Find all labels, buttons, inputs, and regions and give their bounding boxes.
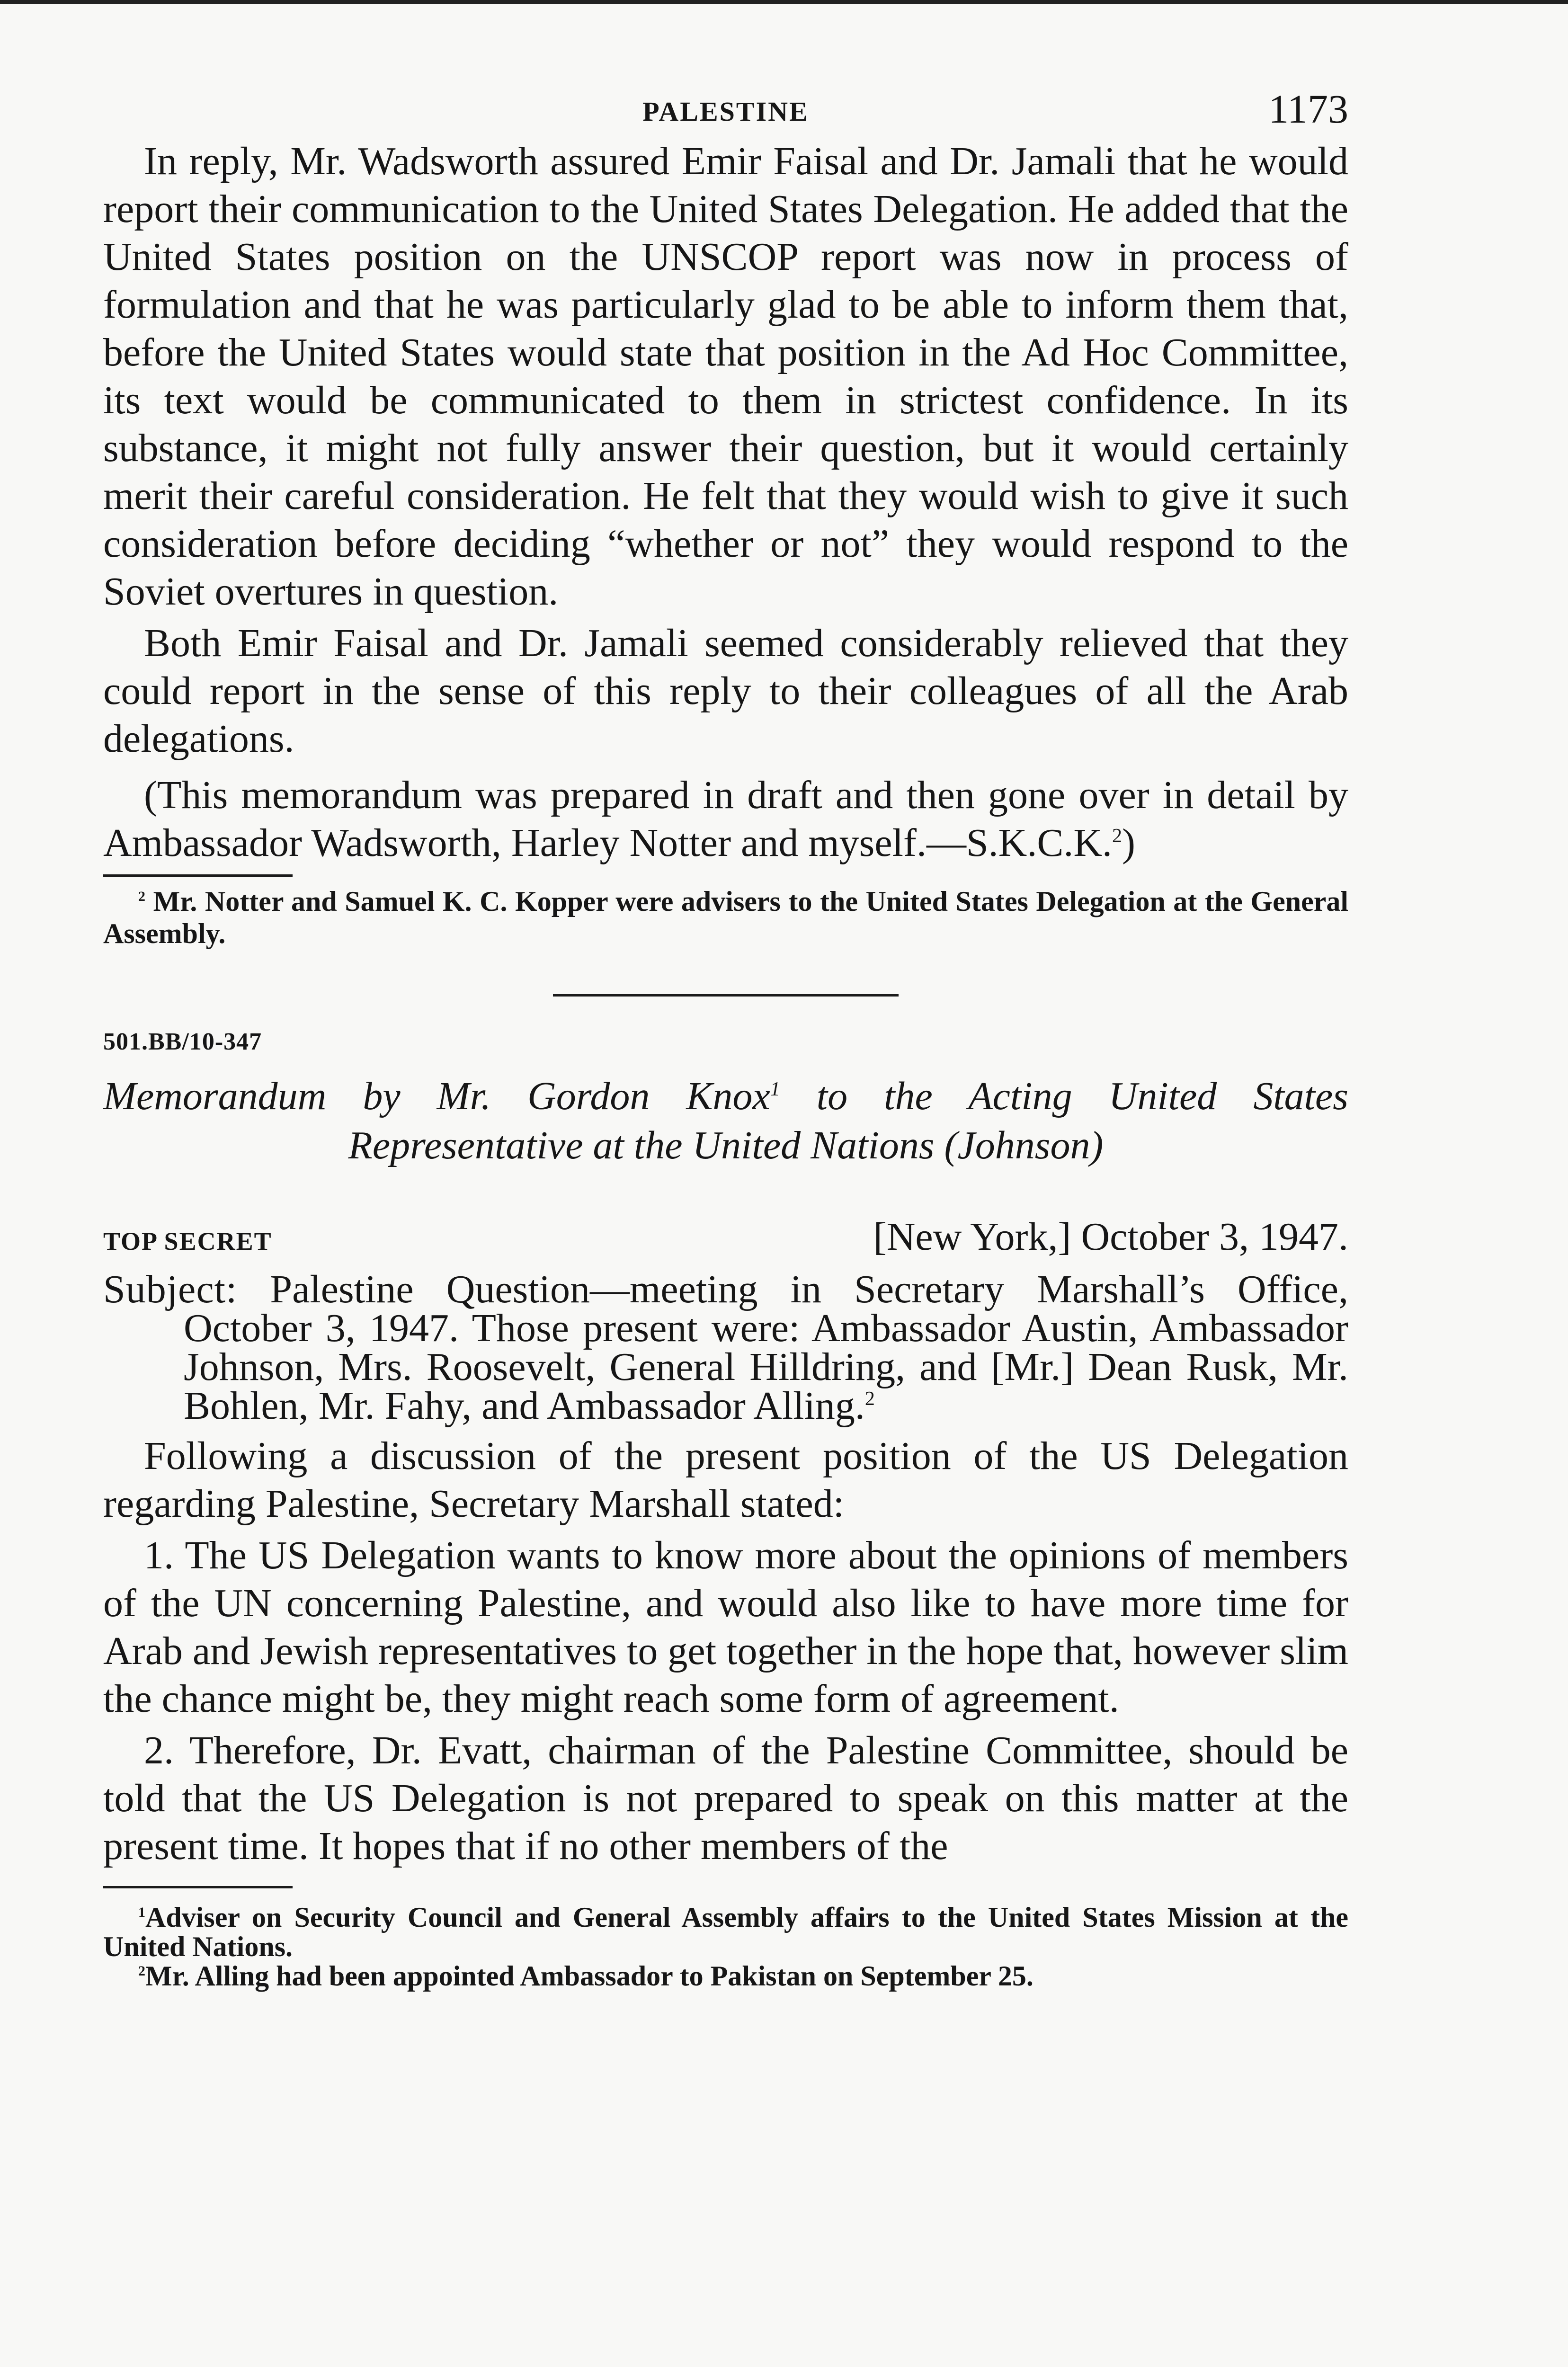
memo-note-text: (This memorandum was prepared in draft and then gone over in detail by Ambassador Wadsworth, Harley Notter and myself.—S.K.C.K. [103,773,1348,865]
running-head: PALESTINE [642,96,809,127]
subject-text: Palestine Question—meeting in Secretary Marshall’s Office, October 3, 1947. Those present were: Ambassador Austin, Ambassador Johnson, Mrs. Roosevelt, General Hilldring, and [Mr.] Dean Rusk, Mr. Bohlen, Mr. Fahy, and Ambassador Alling. [184,1267,1348,1428]
page-content [103,85,1348,1991]
title-line-1 [103,1072,1348,1121]
page-number: 1173 [1268,86,1348,132]
subject-label: Subject: [103,1267,238,1311]
title-footnote-ref: 1 [770,1078,780,1100]
title-part-b: to the Acting United States [780,1074,1348,1118]
memo-body [103,1432,1348,1870]
memo-note [103,771,1348,867]
footnote [103,885,1348,950]
scan-edge [0,0,1568,4]
footnote-text: Adviser on Security Council and General Assembly affairs to the United States Mission at the United Nations. [103,1902,1348,1962]
paragraph-intro: Following a discussion of the present position of the US Delegation regarding Palestine, Secretary Marshall stated: [103,1434,1348,1526]
footnote-text: Mr. Notter and Samuel K. C. Kopper were advisers to the United States Delegation at the General Assembly. [103,886,1348,949]
footnotes-top [103,885,1348,950]
paragraph-relief: Both Emir Faisal and Dr. Jamali seemed considerably relieved that they could report in the sense of this reply to their colleagues of all the Arab delegations. [103,621,1348,761]
footnote [103,1961,1348,1991]
classification: TOP SECRET [103,1227,272,1255]
paragraph-point-1: 1. The US Delegation wants to know more about the opinions of members of the UN concerning Palestine, and would also like to have more time for Arab and Jewish representatives to get together in the hope that, however slim the chance might be, they might reach some form of agreement. [103,1533,1348,1721]
dateline: [New York,] October 3, 1947. [873,1215,1348,1259]
footnote-marker: 2 [138,1963,145,1979]
footnote [103,1903,1348,1961]
footnote-rule [103,1886,293,1888]
footnotes-bottom [103,1903,1348,1991]
document-title [103,1072,1348,1170]
title-part-a: Memorandum by Mr. Gordon Knox [103,1074,770,1118]
title-line-2: Representative at the United Nations (Johnson) [348,1123,1104,1167]
subject-line [103,1267,1348,1428]
file-reference: 501.BB/10-347 [103,1028,262,1055]
memo-note-close: ) [1122,821,1135,865]
footnote-ref: 2 [1112,825,1123,847]
footnote-text: Mr. Alling had been appointed Ambassador to Pakistan on September 25. [145,1960,1033,1992]
footnote-marker: 2 [138,889,145,904]
section-divider [553,994,899,997]
meta-row [103,1214,1348,1260]
footnote-rule [103,874,293,877]
paragraph-reply: In reply, Mr. Wadsworth assured Emir Faisal and Dr. Jamali that he would report their communication to the United States Delegation. He added that the United States position on the UNSCOP report was now in process of formulation and that he was particularly glad to be able to inform them that, before the United States would state that position in the Ad Hoc Committee, its text would be communicated to them in strictest confidence. In its substance, it might not fully answer their question, but it would certainly merit their careful consideration. He felt that they would wish to give it such consideration before deciding “whether or not” they would respond to the Soviet overtures in question. [103,139,1348,614]
footnote-marker: 1 [138,1904,145,1920]
subject-footnote-ref: 2 [864,1388,875,1410]
page-header [103,85,1348,137]
paragraph-point-2: 2. Therefore, Dr. Evatt, chairman of the Palestine Committee, should be told that the US Delegation is not prepared to speak on this matter at the present time. It hopes that if no other members of the [103,1728,1348,1868]
